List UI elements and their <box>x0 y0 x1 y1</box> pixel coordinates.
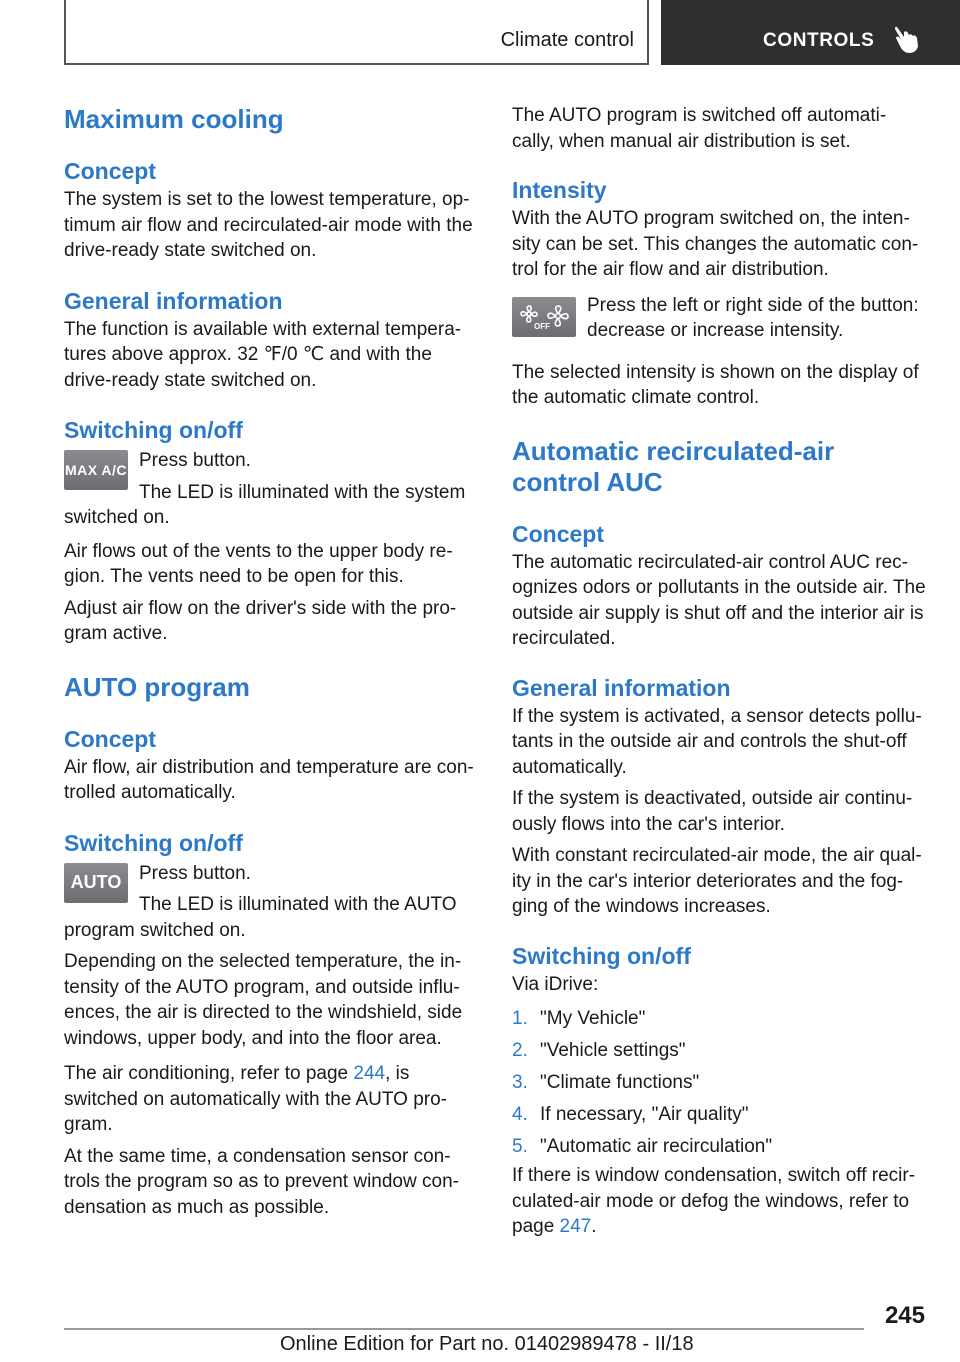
auto-program-heading: AUTO program <box>64 671 250 702</box>
page-number: 245 <box>884 1302 925 1329</box>
concept-text: The system is set to the lowest temperature, op-timum air flow and recirculated-air mode with the drive-ready state switched on. <box>64 189 473 261</box>
switching-heading: Switching on/off <box>512 942 691 969</box>
page-link-244[interactable]: 244 <box>353 1063 386 1084</box>
switching-heading: Switching on/off <box>64 417 243 443</box>
page-link-247[interactable]: 247 <box>559 1216 592 1237</box>
header-section-title: Climate control <box>500 29 634 51</box>
intensity-heading: Intensity <box>512 177 607 203</box>
general-info-text: If the system is deactivated, outside air continu-ously flows into the car's interior. <box>512 788 913 835</box>
list-item: 2. "Vehicle settings" <box>512 1040 686 1061</box>
header-section-box <box>64 0 649 65</box>
header-chapter-box <box>661 0 960 65</box>
concept-text: The automatic recirculated-air control AUC rec-ognizes odors or pollutants in the outside air. The outside air supply is shut off and the interior air is recirculated. <box>512 551 926 649</box>
press-button-text: Press button. <box>139 450 251 471</box>
concept-heading: Concept <box>64 725 156 752</box>
right-column <box>512 98 927 1240</box>
left-column <box>64 98 479 1220</box>
footer-divider <box>64 1328 864 1330</box>
adjust-text: Adjust air flow on the driver's side with the pro-gram active. <box>64 597 457 644</box>
via-idrive-text: Via iDrive: <box>512 973 599 995</box>
concept-heading: Concept <box>64 158 156 184</box>
condensation-note: If there is window condensation, switch off recir-culated-air mode or defog the windows, refer to page 247. <box>512 1165 916 1237</box>
distribution-text: Depending on the selected temperature, the in-tensity of the AUTO program, and outside influ-ences, the air is directed to the windshield, side windows, upper body, and into the floor area. <box>64 951 463 1049</box>
svg-text:OFF: OFF <box>534 321 550 331</box>
general-info-heading: General information <box>512 674 731 701</box>
intensity-instruction <box>512 293 927 344</box>
list-item: 3. "Climate functions" <box>512 1072 700 1093</box>
idrive-steps-list <box>512 1003 927 1163</box>
general-info-text: With constant recirculated-air mode, the air qual-ity in the car's interior deteriorates and the fog-ging of the windows increases. <box>512 845 922 917</box>
max-cooling-heading: Maximum cooling <box>64 104 284 134</box>
auto-button-image: AUTO <box>64 863 128 903</box>
list-item: 5. "Automatic air recirculation" <box>512 1136 773 1157</box>
edition-text: Online Edition for Part no. 01402989478 - II/18 <box>280 1333 694 1355</box>
condensation-text: At the same time, a condensation sensor con-trols the program so as to prevent window con-densation as much as possible. <box>64 1145 459 1218</box>
switching-heading: Switching on/off <box>64 829 243 856</box>
intensity-press-text: Press the left or right side of the button: decrease or increase intensity. <box>587 294 919 341</box>
press-button-text: Press button. <box>139 862 251 884</box>
intensity-text: With the AUTO program switched on, the inten-sity can be set. This changes the automatic con-trol for the air flow and air distribution. <box>512 208 919 280</box>
max-ac-button-image: MAX A/C <box>64 450 128 490</box>
airflow-text: Air flows out of the vents to the upper body re-gion. The vents need to be open for this. <box>64 540 453 587</box>
intensity-display-text: The selected intensity is shown on the display of the automatic climate control. <box>512 361 919 408</box>
list-item: 1. "My Vehicle" <box>512 1008 646 1029</box>
fan-intensity-icon <box>512 297 576 337</box>
concept-text: Air flow, air distribution and temperature are con-trolled automatically. <box>64 756 474 803</box>
led-text: The LED is illuminated with the system switched on. <box>64 481 466 528</box>
general-info-text: If the system is activated, a sensor detects pollu-tants in the outside air and controls the shut-off automatically. <box>512 705 922 778</box>
air-conditioning-text: The air conditioning, refer to page 244, is switched on automatically with the AUTO pro-gram. <box>64 1063 447 1135</box>
general-info-text: The function is available with external tempera-tures above approx. 32 ℉/0 ℃ and with the drive-ready state switched on. <box>64 318 462 391</box>
max-ac-instruction <box>64 448 479 531</box>
auto-off-text: The AUTO program is switched off automati-cally, when manual air distribution is set. <box>512 105 887 152</box>
general-info-heading: General information <box>64 287 283 314</box>
auto-instruction <box>64 861 479 944</box>
pointing-hand-icon <box>893 24 921 54</box>
concept-heading: Concept <box>512 520 604 547</box>
header-chapter-title: CONTROLS <box>763 30 875 51</box>
auc-heading: Automatic recirculated-air control AUC <box>512 435 835 497</box>
list-item: 4. If necessary, "Air quality" <box>512 1104 749 1125</box>
led-text: The LED is illuminated with the AUTO program switched on. <box>64 894 457 941</box>
